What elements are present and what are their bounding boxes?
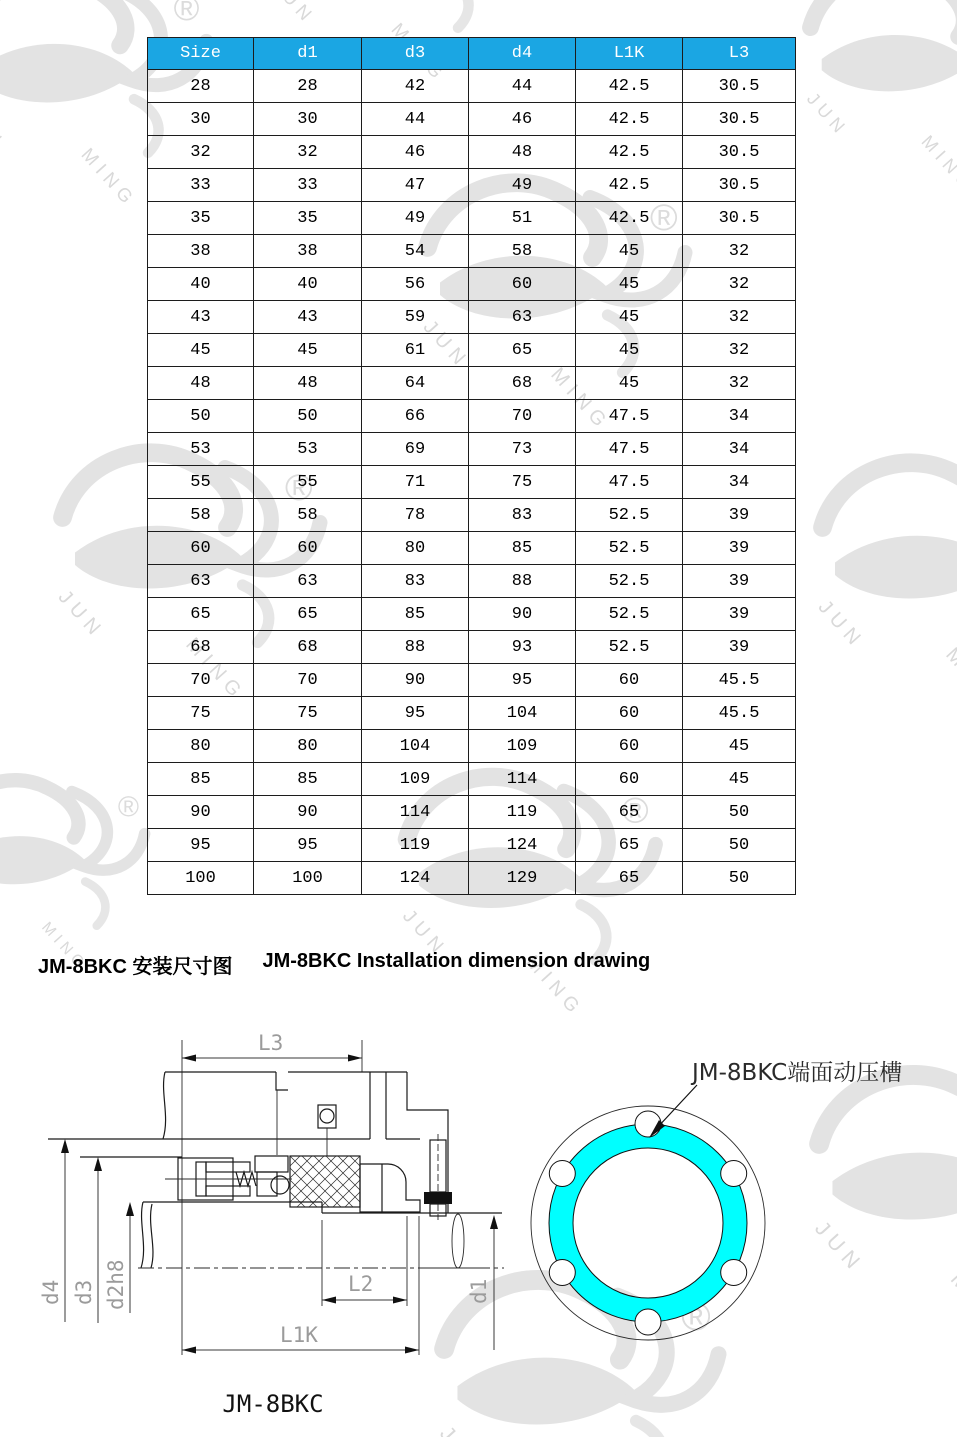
table-cell-d3: 85	[362, 598, 469, 631]
table-cell-d4: 51	[469, 202, 576, 235]
table-cell-size: 80	[148, 730, 254, 763]
table-cell-size: 68	[148, 631, 254, 664]
table-cell-l1k: 42.5	[576, 202, 683, 235]
table-cell-d4: 46	[469, 103, 576, 136]
table-cell-d4: 60	[469, 268, 576, 301]
table-cell-d3: 95	[362, 697, 469, 730]
table-cell-l1k: 47.5	[576, 466, 683, 499]
table-cell-size: 43	[148, 301, 254, 334]
table-cell-l1k: 47.5	[576, 400, 683, 433]
crosshatch	[290, 1156, 360, 1207]
groove-notch	[549, 1161, 575, 1187]
table-row	[148, 334, 796, 367]
table-cell-l3: 34	[683, 433, 796, 466]
table-cell-d1: 60	[254, 532, 362, 565]
table-cell-size: 40	[148, 268, 254, 301]
table-header-cell: d1	[254, 38, 362, 70]
table-cell-l3: 39	[683, 532, 796, 565]
table-cell-l3: 32	[683, 334, 796, 367]
table-cell-l3: 45.5	[683, 697, 796, 730]
table-row	[148, 70, 796, 103]
table-cell-l3: 34	[683, 466, 796, 499]
table-cell-size: 28	[148, 70, 254, 103]
table-row	[148, 631, 796, 664]
housing-break-line	[163, 1072, 166, 1139]
table-cell-l3: 30.5	[683, 202, 796, 235]
table-cell-l1k: 45	[576, 367, 683, 400]
dim-label-l1k: L1K	[280, 1323, 318, 1347]
shaft-break-line	[151, 1204, 153, 1268]
table-cell-size: 48	[148, 367, 254, 400]
table-cell-d3: 114	[362, 796, 469, 829]
table-cell-l3: 50	[683, 796, 796, 829]
table-cell-d4: 49	[469, 169, 576, 202]
table-cell-d3: 47	[362, 169, 469, 202]
table-cell-d4: 65	[469, 334, 576, 367]
table-cell-d4: 63	[469, 301, 576, 334]
watermark	[800, 430, 957, 705]
groove-notch	[721, 1260, 747, 1286]
table-cell-l3: 45.5	[683, 664, 796, 697]
table-cell-size: 33	[148, 169, 254, 202]
table-cell-d1: 32	[254, 136, 362, 169]
shaft-break-line	[141, 1202, 144, 1268]
table-cell-l3: 32	[683, 301, 796, 334]
table-head	[148, 38, 796, 70]
table-cell-l1k: 42.5	[576, 70, 683, 103]
dim-label-d3: d3	[72, 1279, 96, 1305]
table-cell-d3: 80	[362, 532, 469, 565]
groove-notch	[635, 1309, 661, 1335]
table-cell-size: 60	[148, 532, 254, 565]
table-cell-d3: 104	[362, 730, 469, 763]
table-cell-l1k: 45	[576, 268, 683, 301]
table-row	[148, 367, 796, 400]
table-cell-d1: 100	[254, 862, 362, 895]
table-cell-l3: 50	[683, 862, 796, 895]
section-heading-zh: JM-8BKC 安装尺寸图	[38, 956, 233, 978]
table-row	[148, 763, 796, 796]
table-cell-d4: 58	[469, 235, 576, 268]
arrowhead	[182, 1347, 196, 1354]
arrowhead	[182, 1055, 196, 1062]
table-cell-d3: 46	[362, 136, 469, 169]
installation-drawing	[30, 1020, 520, 1430]
table-row	[148, 532, 796, 565]
table-cell-l1k: 60	[576, 763, 683, 796]
table-cell-d3: 54	[362, 235, 469, 268]
table-cell-d4: 114	[469, 763, 576, 796]
table-cell-l1k: 52.5	[576, 631, 683, 664]
table-cell-size: 95	[148, 829, 254, 862]
table-cell-d1: 85	[254, 763, 362, 796]
dim-label-d4: d4	[39, 1279, 63, 1305]
table-row	[148, 268, 796, 301]
table-cell-l1k: 65	[576, 829, 683, 862]
table-body	[148, 70, 796, 895]
table-row	[148, 202, 796, 235]
table-cell-size: 45	[148, 334, 254, 367]
table-cell-d3: 66	[362, 400, 469, 433]
table-cell-size: 55	[148, 466, 254, 499]
table-cell-l3: 45	[683, 730, 796, 763]
section-balloon	[452, 1214, 464, 1268]
table-cell-l1k: 42.5	[576, 103, 683, 136]
table-cell-d3: 42	[362, 70, 469, 103]
table-cell-d4: 119	[469, 796, 576, 829]
arrowhead	[322, 1297, 336, 1304]
dim-label-d2h8: d2h8	[104, 1259, 128, 1310]
table-cell-d3: 119	[362, 829, 469, 862]
pusher-bottom-rail	[206, 1186, 250, 1196]
table-cell-size: 38	[148, 235, 254, 268]
groove-ring	[549, 1124, 747, 1322]
table-cell-d3: 83	[362, 565, 469, 598]
arrowhead	[490, 1215, 498, 1229]
table-cell-d4: 85	[469, 532, 576, 565]
table-cell-size: 35	[148, 202, 254, 235]
table-cell-d3: 109	[362, 763, 469, 796]
table-cell-size: 70	[148, 664, 254, 697]
table-row	[148, 169, 796, 202]
table-header-cell: Size	[148, 38, 254, 70]
dim-label-l3: L3	[258, 1031, 284, 1055]
table-row	[148, 136, 796, 169]
table-cell-d4: 73	[469, 433, 576, 466]
table-cell-size: 75	[148, 697, 254, 730]
table-cell-l3: 39	[683, 598, 796, 631]
table-cell-d3: 49	[362, 202, 469, 235]
table-row	[148, 730, 796, 763]
table-cell-size: 30	[148, 103, 254, 136]
table-cell-d3: 56	[362, 268, 469, 301]
table-cell-size: 100	[148, 862, 254, 895]
table-cell-d4: 88	[469, 565, 576, 598]
table-cell-size: 85	[148, 763, 254, 796]
table-cell-d4: 70	[469, 400, 576, 433]
table-row	[148, 862, 796, 895]
table-cell-l3: 45	[683, 763, 796, 796]
table-cell-l1k: 60	[576, 730, 683, 763]
table-cell-d4: 83	[469, 499, 576, 532]
table-cell-d1: 40	[254, 268, 362, 301]
table-cell-d1: 58	[254, 499, 362, 532]
dimension-spec-table	[147, 37, 796, 895]
table-cell-l1k: 52.5	[576, 598, 683, 631]
arrowhead	[61, 1139, 69, 1153]
arrowhead	[348, 1055, 362, 1062]
drawing-caption: JM-8BKC	[222, 1390, 324, 1418]
table-cell-l1k: 45	[576, 301, 683, 334]
table-cell-l3: 34	[683, 400, 796, 433]
crosshatch	[290, 1156, 360, 1207]
table-cell-l3: 32	[683, 235, 796, 268]
gland-insert	[360, 1164, 420, 1212]
stationary-seat	[290, 1156, 360, 1207]
table-cell-l1k: 65	[576, 862, 683, 895]
table-header-cell: L1K	[576, 38, 683, 70]
arrowhead	[94, 1157, 102, 1171]
table-cell-l1k: 60	[576, 664, 683, 697]
table-cell-d3: 64	[362, 367, 469, 400]
housing-top-outline	[165, 1072, 407, 1090]
arrowhead	[393, 1297, 407, 1304]
table-row	[148, 301, 796, 334]
dim-label-l2: L2	[348, 1272, 374, 1296]
table-cell-d4: 90	[469, 598, 576, 631]
table-cell-d3: 69	[362, 433, 469, 466]
table-cell-l1k: 42.5	[576, 169, 683, 202]
table-cell-d1: 30	[254, 103, 362, 136]
table-cell-d1: 63	[254, 565, 362, 598]
table-header-cell: d3	[362, 38, 469, 70]
bolt-washer	[424, 1192, 452, 1204]
table-row	[148, 466, 796, 499]
table-cell-d3: 90	[362, 664, 469, 697]
table-row	[148, 796, 796, 829]
table-row	[148, 829, 796, 862]
table-cell-d1: 70	[254, 664, 362, 697]
groove-notch	[549, 1260, 575, 1286]
retainer-band	[255, 1156, 288, 1172]
table-cell-l1k: 42.5	[576, 136, 683, 169]
table-cell-d1: 65	[254, 598, 362, 631]
table-cell-d4: 95	[469, 664, 576, 697]
table-row	[148, 697, 796, 730]
table-cell-d3: 61	[362, 334, 469, 367]
pusher-top-rail	[206, 1162, 250, 1172]
table-cell-l3: 39	[683, 631, 796, 664]
watermark	[0, 755, 160, 966]
table-cell-d3: 124	[362, 862, 469, 895]
table-cell-d4: 104	[469, 697, 576, 730]
table-cell-d1: 45	[254, 334, 362, 367]
table-cell-d3: 59	[362, 301, 469, 334]
table-header-cell: d4	[469, 38, 576, 70]
table-cell-d4: 129	[469, 862, 576, 895]
table-cell-size: 32	[148, 136, 254, 169]
table-cell-l1k: 60	[576, 697, 683, 730]
table-cell-d3: 71	[362, 466, 469, 499]
table-cell-d1: 35	[254, 202, 362, 235]
table-row	[148, 235, 796, 268]
table-cell-size: 50	[148, 400, 254, 433]
arrowhead	[405, 1347, 419, 1354]
table-row	[148, 598, 796, 631]
table-row	[148, 565, 796, 598]
groove-notch	[721, 1161, 747, 1187]
section-heading-en: JM-8BKC Installation dimension drawing	[262, 950, 651, 972]
table-cell-size: 58	[148, 499, 254, 532]
table-cell-d3: 44	[362, 103, 469, 136]
table-cell-d4: 48	[469, 136, 576, 169]
table-cell-l3: 32	[683, 367, 796, 400]
watermark	[790, 0, 957, 187]
table-cell-d4: 93	[469, 631, 576, 664]
table-cell-l3: 39	[683, 565, 796, 598]
table-cell-l3: 30.5	[683, 169, 796, 202]
table-cell-d4: 44	[469, 70, 576, 103]
table-row	[148, 499, 796, 532]
table-cell-size: 65	[148, 598, 254, 631]
table-row	[148, 103, 796, 136]
table-cell-d1: 50	[254, 400, 362, 433]
groove-label: JM-8BKC端面动压槽	[692, 1060, 903, 1086]
table-cell-d1: 55	[254, 466, 362, 499]
table-cell-size: 63	[148, 565, 254, 598]
table-cell-d3: 88	[362, 631, 469, 664]
table-cell-l1k: 65	[576, 796, 683, 829]
table-cell-d1: 38	[254, 235, 362, 268]
table-cell-d1: 90	[254, 796, 362, 829]
table-cell-d1: 43	[254, 301, 362, 334]
table-row	[148, 433, 796, 466]
table-cell-l1k: 45	[576, 235, 683, 268]
table-cell-d1: 28	[254, 70, 362, 103]
table-cell-d4: 75	[469, 466, 576, 499]
dim-label-d1: d1	[467, 1278, 491, 1304]
table-cell-l3: 39	[683, 499, 796, 532]
drive-pin	[320, 1109, 334, 1123]
table-cell-d1: 75	[254, 697, 362, 730]
table-cell-d4: 68	[469, 367, 576, 400]
table-cell-d1: 80	[254, 730, 362, 763]
groove-diagram	[510, 1035, 957, 1375]
table-cell-l1k: 47.5	[576, 433, 683, 466]
table-cell-l1k: 45	[576, 334, 683, 367]
table-cell-l3: 30.5	[683, 103, 796, 136]
table-cell-size: 53	[148, 433, 254, 466]
table-row	[148, 400, 796, 433]
table-cell-l3: 32	[683, 268, 796, 301]
table-header-cell: L3	[683, 38, 796, 70]
table-header-row	[148, 38, 796, 70]
table-cell-l3: 50	[683, 829, 796, 862]
section-heading	[38, 950, 650, 979]
table-cell-d1: 53	[254, 433, 362, 466]
table-cell-l1k: 52.5	[576, 565, 683, 598]
table-cell-d4: 124	[469, 829, 576, 862]
table-cell-l3: 30.5	[683, 136, 796, 169]
table-cell-l3: 30.5	[683, 70, 796, 103]
table-row	[148, 664, 796, 697]
table-cell-size: 90	[148, 796, 254, 829]
table-cell-l1k: 52.5	[576, 532, 683, 565]
table-cell-d1: 48	[254, 367, 362, 400]
table-cell-d3: 78	[362, 499, 469, 532]
table-cell-l1k: 52.5	[576, 499, 683, 532]
table-cell-d1: 68	[254, 631, 362, 664]
table-cell-d4: 109	[469, 730, 576, 763]
arrowhead	[126, 1202, 134, 1216]
table-cell-d1: 95	[254, 829, 362, 862]
table-cell-d1: 33	[254, 169, 362, 202]
